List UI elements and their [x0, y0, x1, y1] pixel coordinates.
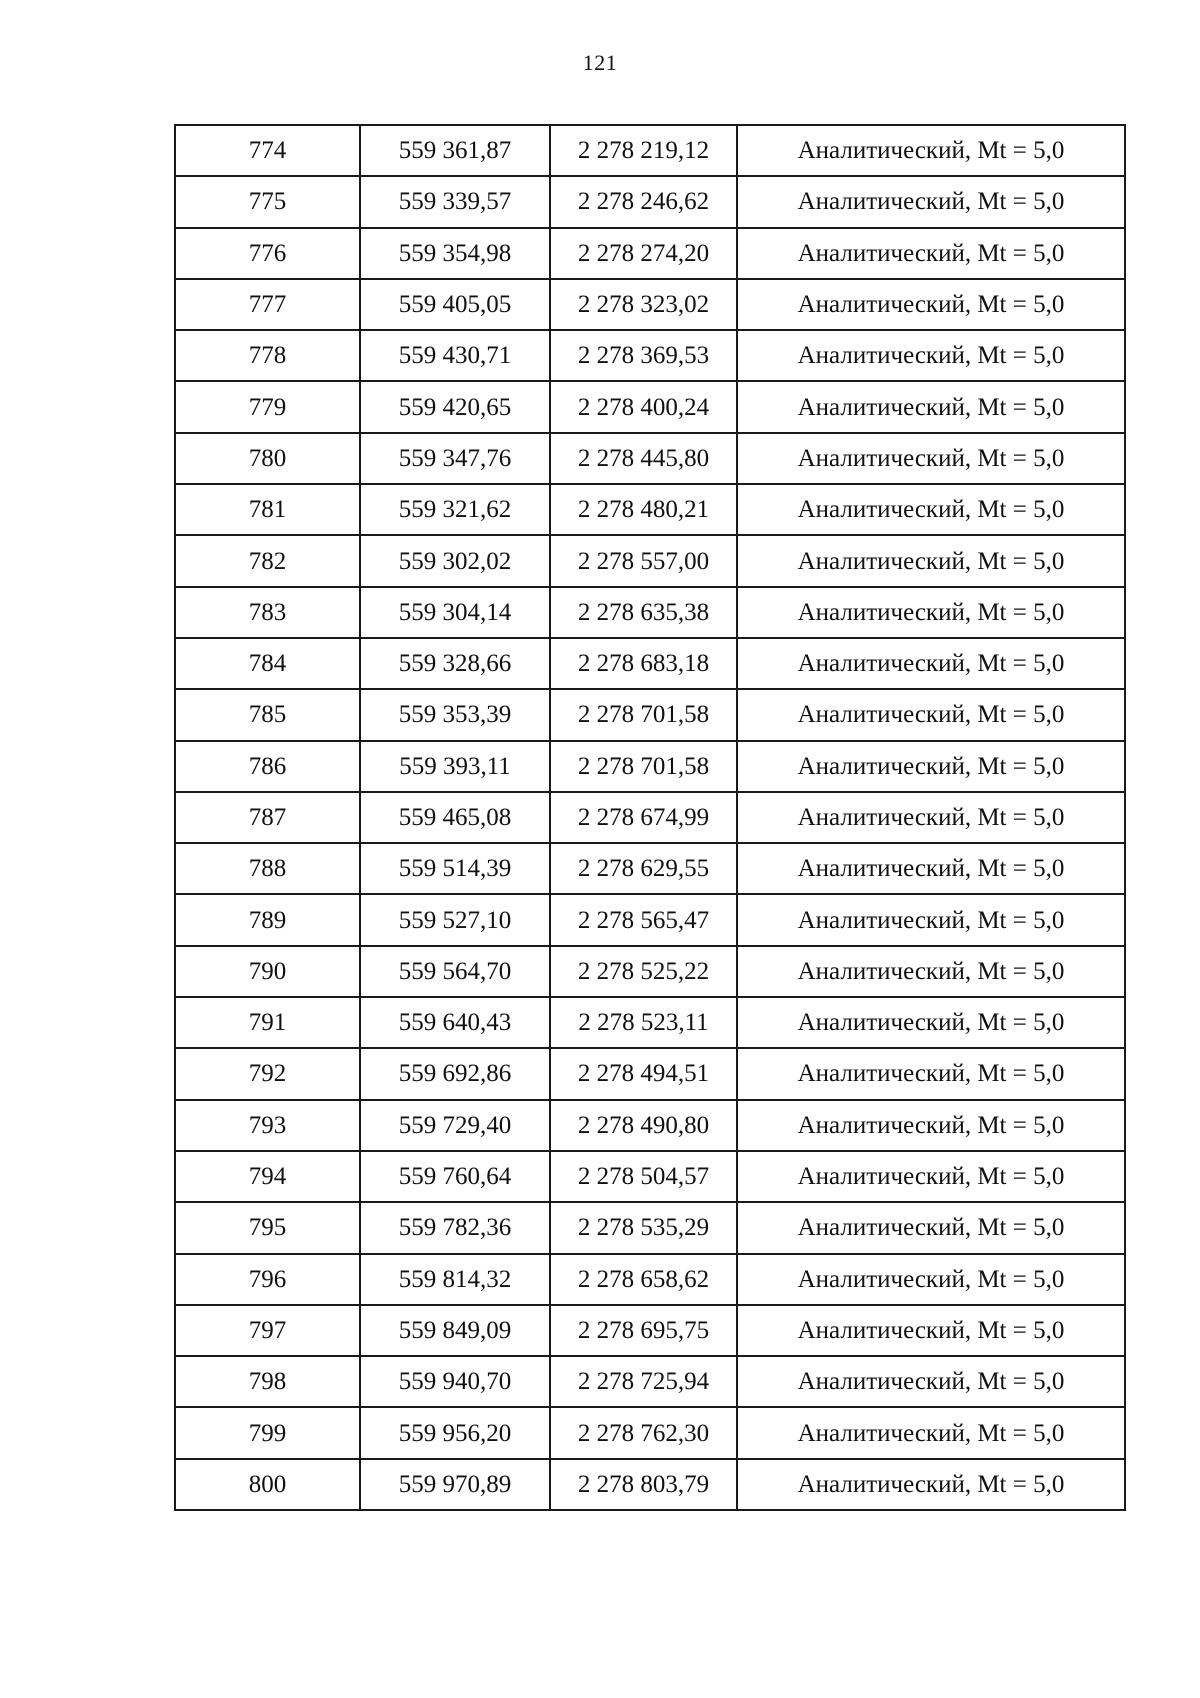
point-number-cell: 795: [175, 1202, 360, 1253]
y-coordinate-cell: 2 278 658,62: [550, 1254, 737, 1305]
table-row: [175, 1459, 1125, 1510]
table-row: [175, 176, 1125, 227]
point-number-cell: 800: [175, 1459, 360, 1510]
point-number-cell: 785: [175, 689, 360, 740]
coordinates-table: [174, 124, 1126, 1511]
table-row: [175, 1356, 1125, 1407]
method-cell: Аналитический, Mt = 5,0: [737, 1459, 1125, 1510]
x-coordinate-cell: 559 328,66: [360, 638, 550, 689]
x-coordinate-cell: 559 354,98: [360, 228, 550, 279]
point-number-cell: 790: [175, 946, 360, 997]
point-number-cell: 786: [175, 741, 360, 792]
y-coordinate-cell: 2 278 803,79: [550, 1459, 737, 1510]
y-coordinate-cell: 2 278 219,12: [550, 125, 737, 176]
point-number-cell: 776: [175, 228, 360, 279]
point-number-cell: 779: [175, 381, 360, 432]
point-number-cell: 791: [175, 997, 360, 1048]
y-coordinate-cell: 2 278 557,00: [550, 535, 737, 586]
y-coordinate-cell: 2 278 369,53: [550, 330, 737, 381]
x-coordinate-cell: 559 430,71: [360, 330, 550, 381]
x-coordinate-cell: 559 339,57: [360, 176, 550, 227]
method-cell: Аналитический, Mt = 5,0: [737, 433, 1125, 484]
point-number-cell: 798: [175, 1356, 360, 1407]
table-row: [175, 1202, 1125, 1253]
point-number-cell: 780: [175, 433, 360, 484]
x-coordinate-cell: 559 564,70: [360, 946, 550, 997]
point-number-cell: 792: [175, 1048, 360, 1099]
table-row: [175, 997, 1125, 1048]
y-coordinate-cell: 2 278 490,80: [550, 1100, 737, 1151]
y-coordinate-cell: 2 278 701,58: [550, 689, 737, 740]
method-cell: Аналитический, Mt = 5,0: [737, 1151, 1125, 1202]
table-row: [175, 381, 1125, 432]
table-row: [175, 1305, 1125, 1356]
x-coordinate-cell: 559 970,89: [360, 1459, 550, 1510]
point-number-cell: 783: [175, 587, 360, 638]
y-coordinate-cell: 2 278 445,80: [550, 433, 737, 484]
point-number-cell: 781: [175, 484, 360, 535]
table-row: [175, 792, 1125, 843]
coordinates-table-body: [175, 125, 1125, 1510]
table-row: [175, 946, 1125, 997]
method-cell: Аналитический, Mt = 5,0: [737, 228, 1125, 279]
point-number-cell: 787: [175, 792, 360, 843]
y-coordinate-cell: 2 278 504,57: [550, 1151, 737, 1202]
method-cell: Аналитический, Mt = 5,0: [737, 176, 1125, 227]
x-coordinate-cell: 559 692,86: [360, 1048, 550, 1099]
x-coordinate-cell: 559 353,39: [360, 689, 550, 740]
point-number-cell: 797: [175, 1305, 360, 1356]
table-row: [175, 330, 1125, 381]
method-cell: Аналитический, Mt = 5,0: [737, 587, 1125, 638]
method-cell: Аналитический, Mt = 5,0: [737, 1202, 1125, 1253]
x-coordinate-cell: 559 640,43: [360, 997, 550, 1048]
y-coordinate-cell: 2 278 695,75: [550, 1305, 737, 1356]
x-coordinate-cell: 559 420,65: [360, 381, 550, 432]
method-cell: Аналитический, Mt = 5,0: [737, 946, 1125, 997]
table-row: [175, 638, 1125, 689]
x-coordinate-cell: 559 514,39: [360, 843, 550, 894]
table-row: [175, 535, 1125, 586]
point-number-cell: 777: [175, 279, 360, 330]
x-coordinate-cell: 559 814,32: [360, 1254, 550, 1305]
x-coordinate-cell: 559 760,64: [360, 1151, 550, 1202]
table-row: [175, 279, 1125, 330]
method-cell: Аналитический, Mt = 5,0: [737, 843, 1125, 894]
table-row: [175, 1048, 1125, 1099]
x-coordinate-cell: 559 302,02: [360, 535, 550, 586]
table-row: [175, 741, 1125, 792]
page-number: 121: [582, 50, 618, 75]
point-number-cell: 782: [175, 535, 360, 586]
point-number-cell: 799: [175, 1407, 360, 1458]
method-cell: Аналитический, Mt = 5,0: [737, 1407, 1125, 1458]
table-row: [175, 843, 1125, 894]
method-cell: Аналитический, Mt = 5,0: [737, 1100, 1125, 1151]
table-row: [175, 1151, 1125, 1202]
method-cell: Аналитический, Mt = 5,0: [737, 1254, 1125, 1305]
method-cell: Аналитический, Mt = 5,0: [737, 1305, 1125, 1356]
x-coordinate-cell: 559 393,11: [360, 741, 550, 792]
x-coordinate-cell: 559 729,40: [360, 1100, 550, 1151]
table-row: [175, 433, 1125, 484]
x-coordinate-cell: 559 465,08: [360, 792, 550, 843]
x-coordinate-cell: 559 321,62: [360, 484, 550, 535]
method-cell: Аналитический, Mt = 5,0: [737, 381, 1125, 432]
point-number-cell: 778: [175, 330, 360, 381]
point-number-cell: 774: [175, 125, 360, 176]
x-coordinate-cell: 559 940,70: [360, 1356, 550, 1407]
x-coordinate-cell: 559 347,76: [360, 433, 550, 484]
table-row: [175, 228, 1125, 279]
method-cell: Аналитический, Mt = 5,0: [737, 125, 1125, 176]
method-cell: Аналитический, Mt = 5,0: [737, 638, 1125, 689]
y-coordinate-cell: 2 278 629,55: [550, 843, 737, 894]
method-cell: Аналитический, Mt = 5,0: [737, 741, 1125, 792]
y-coordinate-cell: 2 278 701,58: [550, 741, 737, 792]
x-coordinate-cell: 559 527,10: [360, 894, 550, 945]
point-number-cell: 788: [175, 843, 360, 894]
y-coordinate-cell: 2 278 246,62: [550, 176, 737, 227]
y-coordinate-cell: 2 278 725,94: [550, 1356, 737, 1407]
x-coordinate-cell: 559 405,05: [360, 279, 550, 330]
y-coordinate-cell: 2 278 494,51: [550, 1048, 737, 1099]
y-coordinate-cell: 2 278 523,11: [550, 997, 737, 1048]
y-coordinate-cell: 2 278 525,22: [550, 946, 737, 997]
table-row: [175, 1254, 1125, 1305]
y-coordinate-cell: 2 278 762,30: [550, 1407, 737, 1458]
point-number-cell: 784: [175, 638, 360, 689]
method-cell: Аналитический, Mt = 5,0: [737, 279, 1125, 330]
x-coordinate-cell: 559 361,87: [360, 125, 550, 176]
table-row: [175, 689, 1125, 740]
table-row: [175, 587, 1125, 638]
y-coordinate-cell: 2 278 480,21: [550, 484, 737, 535]
y-coordinate-cell: 2 278 565,47: [550, 894, 737, 945]
table-row: [175, 484, 1125, 535]
y-coordinate-cell: 2 278 274,20: [550, 228, 737, 279]
method-cell: Аналитический, Mt = 5,0: [737, 535, 1125, 586]
x-coordinate-cell: 559 782,36: [360, 1202, 550, 1253]
method-cell: Аналитический, Mt = 5,0: [737, 1048, 1125, 1099]
x-coordinate-cell: 559 304,14: [360, 587, 550, 638]
method-cell: Аналитический, Mt = 5,0: [737, 894, 1125, 945]
method-cell: Аналитический, Mt = 5,0: [737, 1356, 1125, 1407]
method-cell: Аналитический, Mt = 5,0: [737, 997, 1125, 1048]
point-number-cell: 793: [175, 1100, 360, 1151]
y-coordinate-cell: 2 278 674,99: [550, 792, 737, 843]
point-number-cell: 794: [175, 1151, 360, 1202]
x-coordinate-cell: 559 956,20: [360, 1407, 550, 1458]
table-row: [175, 894, 1125, 945]
y-coordinate-cell: 2 278 683,18: [550, 638, 737, 689]
method-cell: Аналитический, Mt = 5,0: [737, 792, 1125, 843]
y-coordinate-cell: 2 278 635,38: [550, 587, 737, 638]
y-coordinate-cell: 2 278 400,24: [550, 381, 737, 432]
y-coordinate-cell: 2 278 323,02: [550, 279, 737, 330]
table-row: [175, 1407, 1125, 1458]
method-cell: Аналитический, Mt = 5,0: [737, 689, 1125, 740]
table-row: [175, 125, 1125, 176]
method-cell: Аналитический, Mt = 5,0: [737, 484, 1125, 535]
method-cell: Аналитический, Mt = 5,0: [737, 330, 1125, 381]
point-number-cell: 796: [175, 1254, 360, 1305]
table-row: [175, 1100, 1125, 1151]
point-number-cell: 775: [175, 176, 360, 227]
x-coordinate-cell: 559 849,09: [360, 1305, 550, 1356]
y-coordinate-cell: 2 278 535,29: [550, 1202, 737, 1253]
point-number-cell: 789: [175, 894, 360, 945]
